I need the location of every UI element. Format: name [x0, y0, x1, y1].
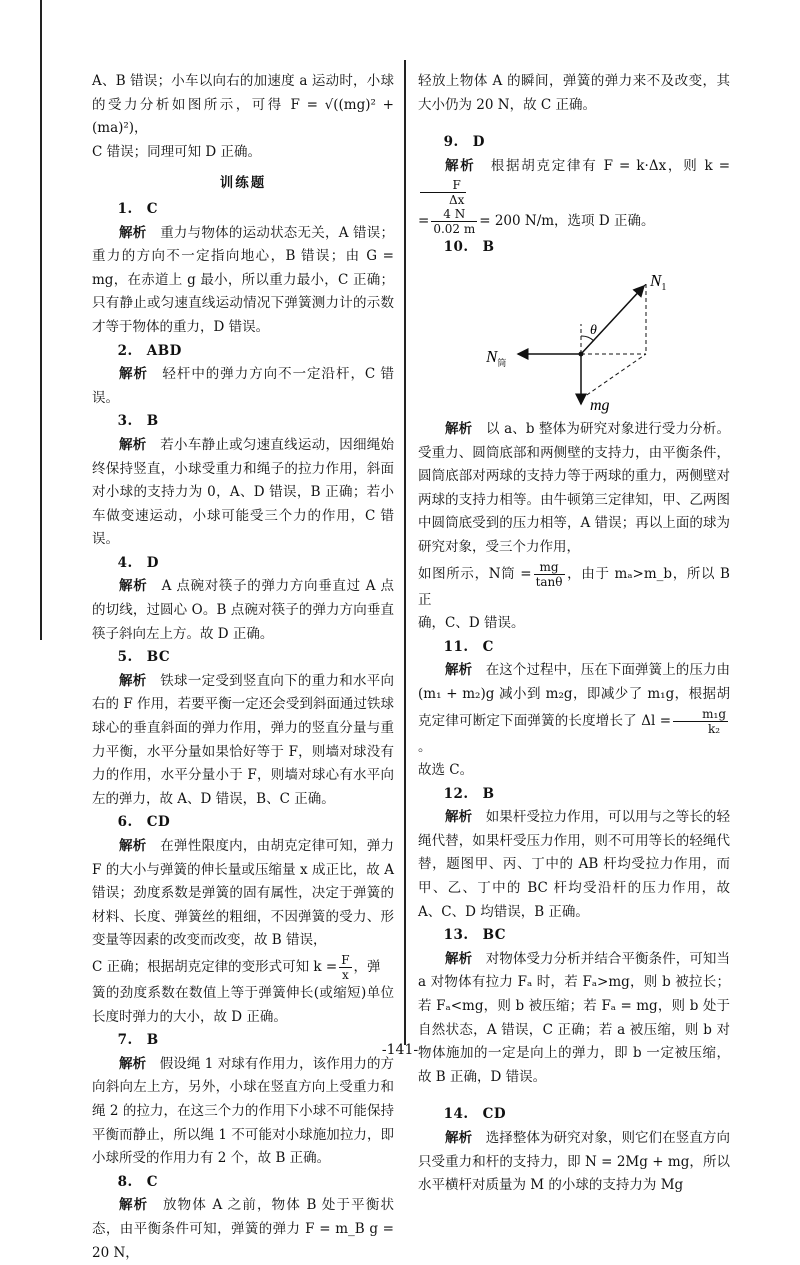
jiexi-label: 解析	[445, 1130, 473, 1146]
jiexi-label: 解析	[445, 662, 473, 679]
jiexi-label: 解析	[119, 838, 147, 854]
answer-1: 1. C	[117, 200, 158, 217]
answer-8: 8. C	[117, 1173, 158, 1190]
explanation-9a: 根据胡克定律有 F = k·Δx，则 k =	[490, 157, 731, 174]
jiexi-label: 解析	[445, 950, 473, 967]
right-column: 轻放上物体 A 的瞬间，弹簧的弹力来不及改变，其大小仍为 20 N，故 C 正确。 9. D 解析 根据胡克定律有 F = k·Δx，则 k = $\frac{F}{\Delta x}$ = $\frac{4 N}{0.02 m}$ = 200 N/m，选项 D 正确。 10. B $N_1$ θ $N_筒$ mg 解析 以 a、b 整体为研究对象进行受力分析。受重力、圆筒底部和两侧壁的支持力，由平衡条件，圆筒底部对两球的支持力等于两球的重力，两侧壁对两球的支持力相等。由牛顿第三定律知，甲、乙两图中圆筒底受到的压力相等，A 错误；再以上面的球为研究对象，受三个力作用， 如图所示，N筒 = $\frac{mg}{\tan\theta}$ ，由于 mₐ>m_b，所以 B 正 确，C、D 错误。 11. C 解析 在这个过程中，压在下面弹簧上的压力由(m₁ + m₂)g 减小到 m₂g，即减少了 m₁g，根据胡克定律可断定下面弹簧的长度增长了 Δl = $\frac{\text{m₁g}}{\text{k₂}}$ 。 故选 C。 12. B 解析 如果杆受拉力作用，可以用与之等长的轻绳代替，如果杆受压力作用，则不可用等长的轻绳代替，题图甲、丙、丁中的 AB 杆均受拉力作用，而甲、乙、丁中的 BC 杆均受沿杆的压力作用，故 A、C、D 均错误，B 正确。 13. BC 解析 对物体受力分析并结合平衡条件，可知当 a 对物体有拉力 Fₐ 时，若 Fₐ>mg，则 b 被拉长；若 Fₐ<mg，则 b 被压缩；若 Fₐ = mg，则 b 处于自然状态，A 错误，C 正确；若 a 被压缩，则 b 对物体施加的一定是向上的弹力，即 b 一定被压缩，故 B 正确，D 错误。 14. CD 解析 选择整体为研究对象，则它们在竖直方向只受重力和杆的支持力，即 N = 2Mg + mg，所以水平横杆对质量为 M 的小球的支持力为 Mg	[418, 70, 730, 1198]
force-diagram	[486, 264, 686, 414]
fraction-4n: $\frac{4 N}{0.02 m}$	[433, 207, 476, 237]
explanation-6b: C 正确；根据胡克定律的变形式可知 k =	[92, 958, 338, 975]
n1-arrow	[581, 286, 644, 354]
section-heading: 训练题	[219, 175, 267, 192]
left-column	[92, 70, 394, 1265]
answer-2: 2. ABD	[117, 342, 182, 359]
explanation-12: 如果杆受拉力作用，可以用与之等长的轻绳代替，如果杆受压力作用，则不可用等长的轻绳代替，题图甲、丙、丁中的 AB 杆均受拉力作用，而甲、乙、丁中的 BC 杆均受沿杆的压力作用，故 A、C、D 均错误，B 正确。	[418, 809, 731, 920]
explanation-6c: ，弹	[353, 958, 381, 975]
jiexi-label: 解析	[119, 224, 147, 241]
fraction-k: $\frac{F}{x}$	[341, 952, 350, 982]
intro-line-1: A、B 错误；小车以向右的加速度 a 运动时，小球的受力分析如图所示，可得 F = √((mg)² + (ma)²)，	[92, 73, 394, 137]
ntong-label: $N_筒$	[486, 346, 507, 369]
left-margin-line	[40, 0, 42, 640]
jiexi-label: 解析	[445, 420, 473, 437]
n1-label: $N_1$	[650, 270, 667, 293]
answer-13: 13. BC	[443, 927, 507, 944]
explanation-2: 轻杆中的弹力方向不一定沿杆，C 错误。	[92, 366, 395, 406]
explanation-10a: 以 a、b 整体为研究对象进行受力分析。受重力、圆筒底部和两侧壁的支持力，由平衡条件，圆筒底部对两球的支持力等于两球的重力，两侧壁对两球的支持力相等。由牛顿第三定律知，甲、乙两图中圆筒底受到的压力相等，A 错误；再以上面的球为研究对象，受三个力作用，	[418, 420, 731, 555]
explanation-10d: 确，C、D 错误。	[418, 615, 525, 632]
answer-11: 11. C	[443, 638, 494, 655]
fraction-delta-l: $\frac{\text{m₁g}}{\text{k₂}}$	[673, 707, 728, 736]
answer-10: 10. B	[443, 239, 495, 256]
jiexi-label: 解析	[445, 809, 473, 826]
column-divider	[404, 60, 406, 1045]
page-number: -141-	[381, 1042, 419, 1058]
answer-9: 9. D	[443, 134, 485, 151]
continuation-8: 轻放上物体 A 的瞬间，弹簧的弹力来不及改变，其大小仍为 20 N，故 C 正确。	[418, 73, 730, 113]
jiexi-label: 解析	[119, 366, 148, 383]
jiexi-label: 解析	[119, 1197, 149, 1214]
explanation-10c: ，由于 mₐ>m_b，所以 B 正	[418, 565, 730, 608]
answer-3: 3. B	[117, 413, 159, 430]
explanation-6d: 簧的劲度系数在数值上等于弹簧伸长(或缩短)单位长度时弹力的大小，故 D 正确。	[92, 984, 394, 1025]
fraction-k-dx: $\frac{F}{\Delta x}$	[420, 178, 466, 207]
explanation-11c: 故选 C。	[418, 762, 474, 779]
explanation-5: 铁球一定受到竖直向下的重力和水平向右的 F 作用，若要平衡一定还会受到斜面通过铁球球心的垂直斜面的弹力作用，弹力的竖直分量与重力平衡，水平分量如果恰好等于 F，则墙对球没有力的作用，水平分量小于 F，则墙对球心有水平向左的弹力，故 A、D 错误，B、C 正确。	[92, 672, 395, 807]
center-dot	[579, 351, 584, 356]
answer-6: 6. CD	[117, 814, 171, 831]
explanation-4: A 点碗对筷子的弹力方向垂直过 A 点的切线，过圆心 O。B 点碗对筷子的弹力方向垂直筷子斜向左上方。故 D 正确。	[92, 578, 395, 642]
answer-7: 7. B	[117, 1032, 159, 1049]
theta-label: θ	[590, 322, 597, 338]
explanation-11a: 在这个过程中，压在下面弹簧上的压力由(m₁ + m₂)g 减小到 m₂g，即减少了 m₁g，根据胡克定律可断定下面弹簧的长度增长了 Δl =	[418, 662, 731, 729]
explanation-6a: 在弹性限度内，由胡克定律可知，弹力 F 的大小与弹簧的伸长量或压缩量 x 成正比，故 A 错误；劲度系数是弹簧的固有属性，决定于弹簧的材料、长度、弹簧丝的粗细，不因弹簧的受力、形变量等因素的改变而改变，故 B 错误，	[92, 838, 395, 949]
answer-12: 12. B	[443, 785, 495, 802]
explanation-7: 假设绳 1 对球有作用力，该作用力的方向斜向左上方，另外，小球在竖直方向上受重力和绳 2 的拉力，在这三个力的作用下小球不可能保持平衡而静止，所以绳 1 不可能对小球施加拉力，即小球所受的作用力有 2 个，故 B 正确。	[92, 1055, 395, 1167]
jiexi-label: 解析	[119, 1055, 147, 1072]
explanation-8: 放物体 A 之前，物体 B 处于平衡状态，由平衡条件可知，弹簧的弹力 F = m_B g = 20 N，	[92, 1197, 395, 1261]
fraction-n-tong: $\frac{mg}{\tan\theta}$	[535, 559, 563, 589]
explanation-13: 对物体受力分析并结合平衡条件，可知当 a 对物体有拉力 Fₐ 时，若 Fₐ>mg，则 b 被拉长；若 Fₐ<mg，则 b 被压缩；若 Fₐ = mg，则 b 处于自然状态，A 错误，C 正确；若 a 被压缩，则 b 对物体施加的一定是向上的弹力，即 b 一定被压缩，故 B 正确，D 错误。	[418, 950, 731, 1085]
explanation-1: 重力与物体的运动状态无关，A 错误；重力的方向不一定指向地心，B 错误；由 G = mg，在赤道上 g 最小，所以重力最小，C 正确；只有静止或匀速直线运动情况下弹簧测力计的示数才等于物体的重力，D 错误。	[92, 224, 394, 335]
explanation-3: 若小车静止或匀速直线运动，因细绳始终保持竖直，小球受重力和绳子的拉力作用，斜面对小球的支持力为 0，A、D 错误，B 正确；若小车做变速运动，小球可能受三个力的作用，C 错误。	[92, 436, 395, 548]
explanation-11b: 。	[418, 738, 432, 755]
intro-line-2: C 错误；同理可知 D 正确。	[92, 143, 262, 160]
jiexi-label: 解析	[119, 672, 147, 689]
jiexi-label: 解析	[445, 157, 476, 174]
dashed-parallelogram-bottom	[581, 354, 646, 399]
answer-5: 5. BC	[117, 649, 171, 666]
explanation-10b: 如图所示，N筒 =	[418, 565, 532, 582]
explanation-9b: = 200 N/m，选项 D 正确。	[479, 213, 655, 230]
answer-4: 4. D	[117, 554, 159, 571]
answer-14: 14. CD	[443, 1106, 507, 1123]
explanation-14: 选择整体为研究对象，则它们在竖直方向只受重力和杆的支持力，即 N = 2Mg + mg，所以水平横杆对质量为 M 的小球的支持力为 Mg	[418, 1130, 731, 1194]
mg-label: mg	[590, 396, 610, 414]
jiexi-label: 解析	[119, 436, 147, 453]
jiexi-label: 解析	[119, 578, 148, 595]
